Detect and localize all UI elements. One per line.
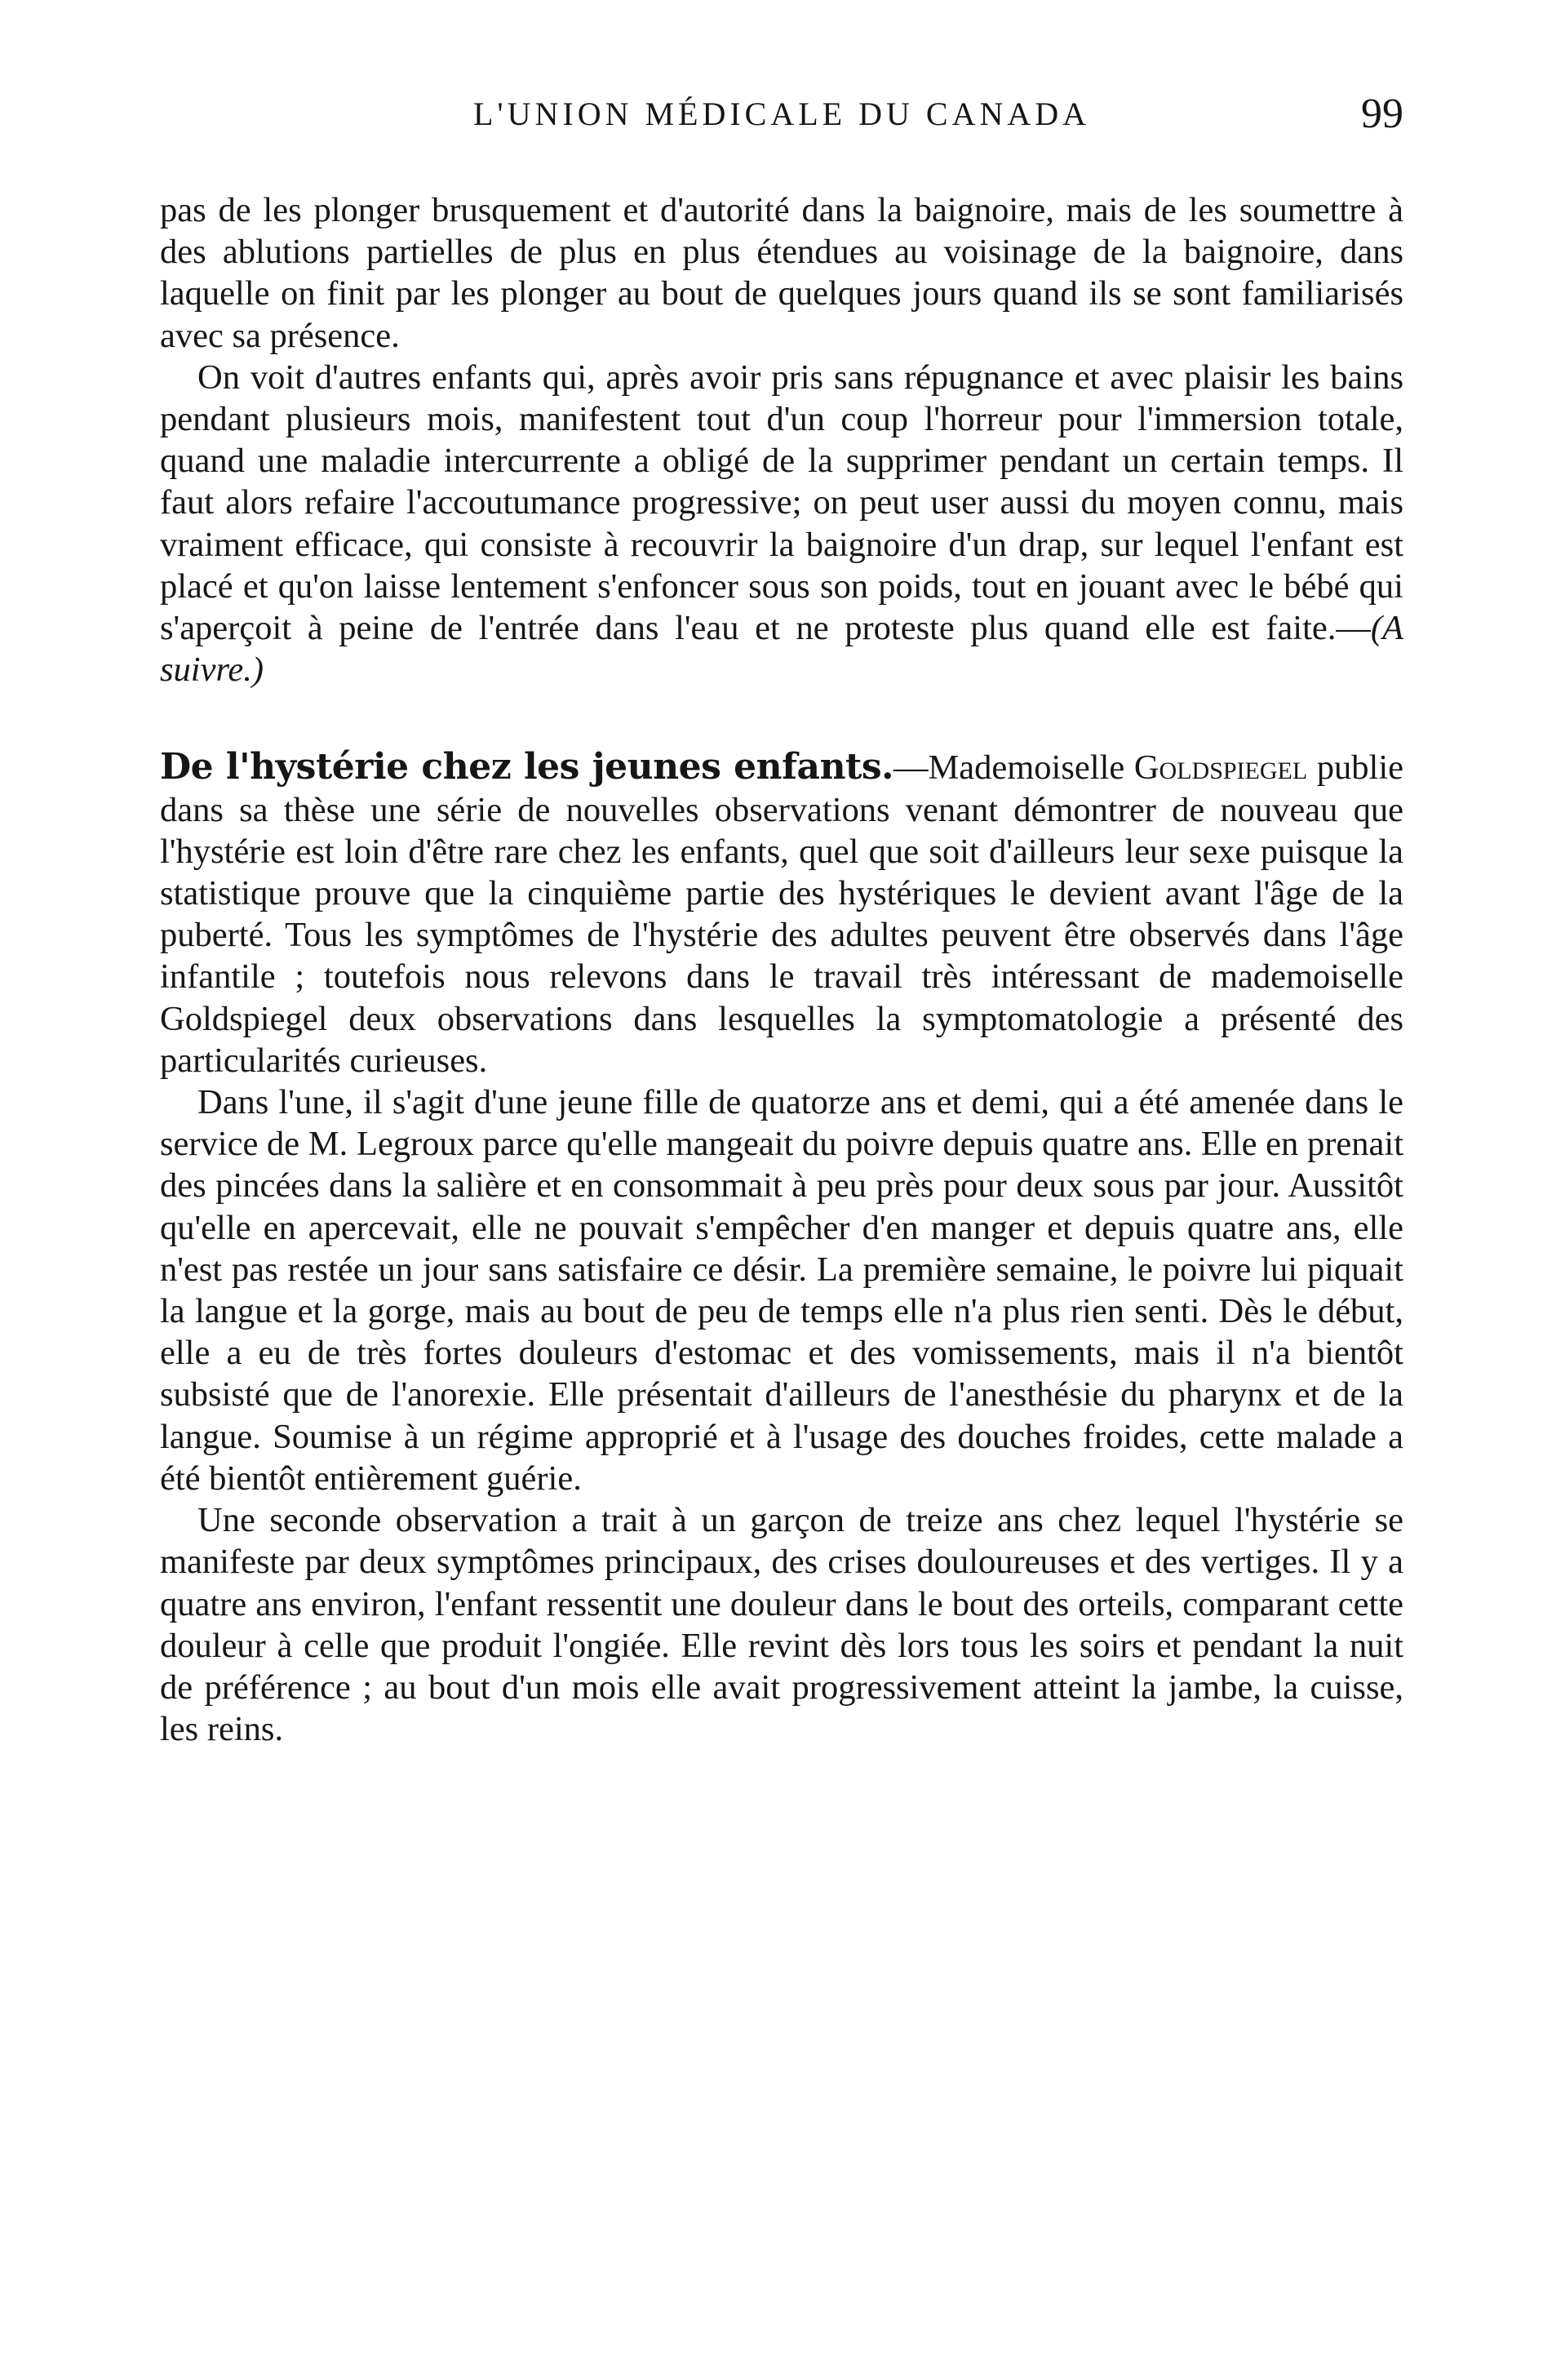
section-lead-text: —Mademoiselle — [893, 748, 1134, 788]
body-text — [160, 189, 1403, 1750]
journal-title: L'UNION MÉDICALE DU CANADA — [472, 95, 1091, 132]
paragraph-text: Une seconde observation a trait à un garçon de treize ans chez lequel l'hystérie se manifeste par deux symptômes principaux, des crises douloureuses et des vertiges. Il y a quatre ans environ, l'enfant ressentit une douleur dans le bout des orteils, comparant cette douleur à celle que produit l'ongiée. Elle revint dès lors tous les soirs et pendant la nuit de préférence ; au bout d'un mois elle avait progressivement atteint la jambe, la cuisse, les reins. — [160, 1501, 1403, 1749]
page-number: 99 — [1361, 91, 1403, 137]
paragraph — [160, 1499, 1403, 1750]
author-name: Goldspiegel — [1133, 748, 1308, 788]
section-heading: De l'hystérie chez les jeunes enfants. — [160, 746, 893, 788]
paragraph — [160, 1081, 1403, 1499]
paragraph-text: On voit d'autres enfants qui, après avoir pris sans répugnance et avec plaisir les bains pendant plusieurs mois, manifestent tout d'un coup l'horreur pour l'immersion totale, quand une maladie intercurrente a obligé de la supprimer pendant un certain temps. Il faut alors refaire l'accoutumance progressive; on peut user aussi du moyen connu, mais vraiment efficace, qui consiste à recouvrir la baignoire d'un drap, sur lequel l'enfant est placé et qu'on laisse lentement s'enfoncer sous son poids, tout en jouant avec le bébé qui s'aperçoit à peine de l'entrée dans l'eau et ne proteste plus quand elle est faite.— — [160, 357, 1403, 648]
paragraph-text: publie dans sa thèse une série de nouvelles observations venant démontrer de nouveau que l'hystérie est loin d'être rare chez les enfants, quel que soit d'ailleurs leur sexe puisque la statistique prouve que la cinquième partie des hystériques le devient avant l'âge de la puberté. Tous les symptômes de l'hystérie des adultes peuvent être observés dans l'âge infantile ; toutefois nous relevons dans le travail très intéressant de mademoiselle Goldspiegel deux observations dans lesquelles la symptomatologie a présenté des particularités curieuses. — [160, 748, 1404, 1080]
paragraph — [160, 357, 1403, 691]
continuation-note: (A suivre.) — [160, 609, 1403, 690]
paragraph-continued — [160, 189, 1403, 357]
running-header — [160, 91, 1403, 144]
paragraph-text: Dans l'une, il s'agit d'une jeune fille de quatorze ans et demi, qui a été amenée dans le service de M. Legroux parce qu'elle mangeait du poivre depuis quatre ans. Elle en prenait des pincées dans la salière et en consommait à peu près pour deux sous par jour. Aussitôt qu'elle en apercevait, elle ne pouvait s'empêcher d'en manger et depuis quatre ans, elle n'est pas restée un jour sans satisfaire ce désir. La première semaine, le poivre lui piquait la langue et la gorge, mais au bout de peu de temps elle n'a plus rien senti. Dès le début, elle a eu de très fortes douleurs d'estomac et des vomissements, mais il n'a bientôt subsisté que de l'anorexie. Elle présentait d'ailleurs de l'anesthésie du pharynx et de la langue. Soumise à un régime approprié et à l'usage des douches froides, cette malade a été bientôt entièrement guérie. — [160, 1083, 1403, 1498]
paragraph-text: pas de les plonger brusquement et d'autorité dans la baignoire, mais de les soumettre à des ablutions partielles de plus en plus étendues au voisinage de la baignoire, dans laquelle on finit par les plonger au bout de quelques jours quand ils se sont familiarisés avec sa présence. — [160, 191, 1403, 355]
section-paragraph — [160, 746, 1403, 1081]
